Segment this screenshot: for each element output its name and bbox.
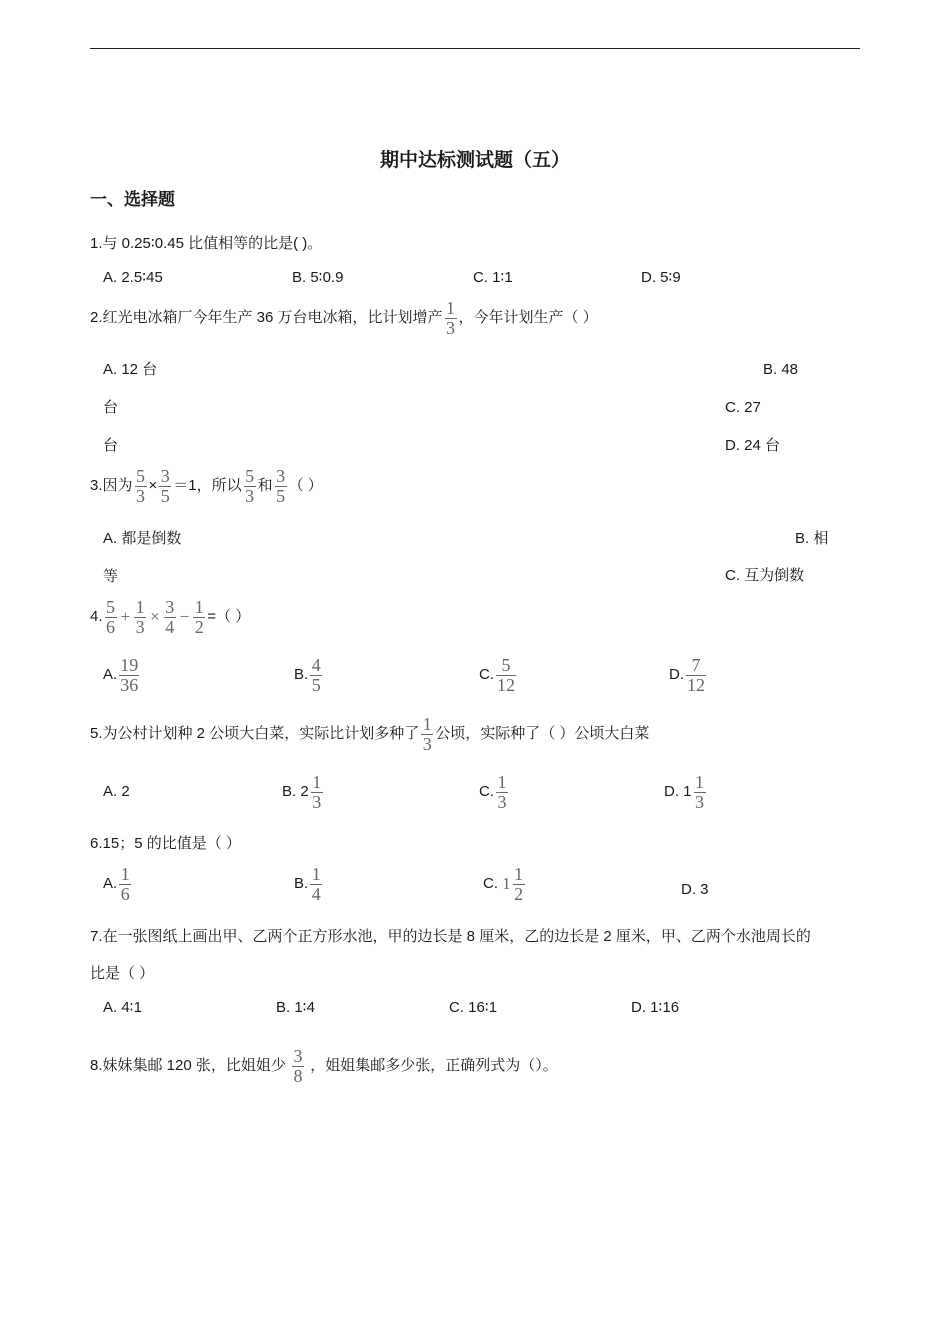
q6-option-b[interactable]: B. $\frac{1}{4}$: [294, 863, 321, 904]
q2-option-c-unit: 台: [103, 437, 119, 454]
question-8-stem: [90, 1038, 558, 1094]
q6-option-a-fraction: $\frac{1}{6}$: [120, 863, 130, 904]
q3-equals: ＝1，所以: [173, 477, 242, 494]
q4-option-a[interactable]: A. $\frac{19}{36}$: [103, 654, 139, 695]
question-6-stem: 6.15；5 的比值是（ ）: [90, 835, 241, 852]
q4-fraction-2: $\frac{1}{3}$: [135, 596, 145, 637]
q1-option-c[interactable]: C. 1∶1: [473, 269, 513, 286]
q7-option-c[interactable]: C. 16∶1: [449, 999, 498, 1016]
q2-option-b-unit: 台: [103, 399, 119, 416]
q3-stem-text: 3.因为: [90, 477, 133, 494]
q3-stem-tail: （ ）: [288, 477, 323, 494]
q4-plus: +: [120, 607, 131, 627]
q5-fraction: $\frac{1}{3}$: [422, 713, 432, 754]
q4-minus: −: [179, 607, 190, 627]
q2-option-b[interactable]: B. 48: [763, 361, 799, 378]
q8-fraction: $\frac{3}{8}$: [293, 1045, 303, 1086]
q5-stem-tail: 公顷，实际种了（ ）公顷大白菜: [435, 725, 650, 742]
q5-option-d-fraction: $\frac{1}{3}$: [695, 771, 705, 812]
q3-fraction-4: $\frac{3}{5}$: [276, 465, 286, 506]
q4-option-d[interactable]: D. $\frac{7}{12}$: [669, 654, 705, 695]
q6-option-b-fraction: $\frac{1}{4}$: [311, 863, 321, 904]
q6-option-c-whole: 1: [502, 874, 511, 894]
q5-option-b[interactable]: B. 2 $\frac{1}{3}$: [282, 771, 322, 812]
question-7-stem-line1: 7.在一张图纸上画出甲、乙两个正方形水池，甲的边长是 8 厘米，乙的边长是 2 厘米，甲、乙两个水池周长的: [90, 928, 811, 945]
q4-times: ×: [150, 607, 160, 627]
q6-option-c[interactable]: C. 1 $\frac{1}{2}$: [483, 863, 524, 904]
q3-fraction-1: $\frac{5}{3}$: [136, 465, 146, 506]
q2-option-a[interactable]: A. 12 台: [103, 361, 158, 378]
q7-option-b[interactable]: B. 1∶4: [276, 999, 315, 1016]
q5-option-a[interactable]: A. 2: [103, 783, 130, 800]
q1-option-a[interactable]: A. 2.5∶45: [103, 269, 163, 286]
question-5-stem: [90, 714, 649, 754]
q3-option-c[interactable]: C. 互为倒数: [725, 567, 805, 584]
q2-stem-text: 2.红光电冰箱厂今年生产 36 万台电冰箱，比计划增产: [90, 309, 443, 326]
q7-option-d[interactable]: D. 1∶16: [631, 999, 680, 1016]
q5-option-c-fraction: $\frac{1}{3}$: [497, 771, 507, 812]
q6-option-d[interactable]: D. 3: [681, 881, 709, 898]
q2-stem-tail: ，今年计划生产（ ）: [458, 309, 598, 326]
q4-option-d-fraction: $\frac{7}{12}$: [687, 654, 705, 695]
q5-option-b-fraction: $\frac{1}{3}$: [312, 771, 322, 812]
header-rule: [90, 48, 860, 49]
q5-stem-text: 5.为公村计划种 2 公顷大白菜，实际比计划多种了: [90, 725, 420, 742]
q4-number: 4.: [90, 608, 103, 625]
q1-option-d[interactable]: D. 5∶9: [641, 269, 681, 286]
q3-option-b-tail: 等: [103, 568, 119, 585]
q8-stem-tail: ，姐姐集邮多少张，正确列式为（）。: [310, 1057, 558, 1074]
q5-option-d[interactable]: D. 1 $\frac{1}{3}$: [664, 771, 705, 812]
q1-option-b[interactable]: B. 5∶0.9: [292, 269, 344, 286]
q7-option-a[interactable]: A. 4∶1: [103, 999, 142, 1016]
question-1-stem: 1.与 0.25∶0.45 比值相等的比是( )。: [90, 235, 323, 252]
q3-and: 和: [257, 477, 273, 494]
q5-option-c[interactable]: C. $\frac{1}{3}$: [479, 771, 507, 812]
page-title: 期中达标测试题（五）: [379, 150, 570, 171]
q4-fraction-1: $\frac{5}{6}$: [106, 596, 116, 637]
q8-stem-text: 8.妹妹集邮 120 张，比姐姐少: [90, 1057, 286, 1074]
q4-option-b[interactable]: B. $\frac{4}{5}$: [294, 654, 321, 695]
q3-fraction-2: $\frac{3}{5}$: [160, 465, 170, 506]
q3-times: ×: [148, 477, 158, 494]
q2-fraction: $\frac{1}{3}$: [446, 297, 456, 338]
q4-stem-tail: =（ ）: [207, 608, 251, 625]
section-heading: 一、选择题: [90, 190, 175, 209]
q3-option-b[interactable]: B. 相: [795, 530, 829, 547]
q3-fraction-3: $\frac{5}{3}$: [245, 465, 255, 506]
q2-option-d[interactable]: D. 24 台: [725, 437, 781, 454]
question-7-stem-line2: 比是（ ）: [90, 965, 155, 982]
question-4-stem: [90, 597, 250, 637]
q4-fraction-4: $\frac{1}{2}$: [194, 596, 204, 637]
q4-option-c-fraction: $\frac{5}{12}$: [497, 654, 515, 695]
q4-option-c[interactable]: C. $\frac{5}{12}$: [479, 654, 515, 695]
question-2-stem: [90, 298, 598, 338]
q6-option-a[interactable]: A. $\frac{1}{6}$: [103, 863, 130, 904]
q3-option-a[interactable]: A. 都是倒数: [103, 530, 182, 547]
q2-option-c[interactable]: C. 27: [725, 399, 761, 416]
question-3-stem: [90, 466, 323, 506]
q6-option-c-fraction: $\frac{1}{2}$: [514, 863, 524, 904]
q4-option-a-fraction: $\frac{19}{36}$: [120, 654, 139, 695]
q4-option-b-fraction: $\frac{4}{5}$: [311, 654, 321, 695]
q4-fraction-3: $\frac{3}{4}$: [165, 596, 175, 637]
